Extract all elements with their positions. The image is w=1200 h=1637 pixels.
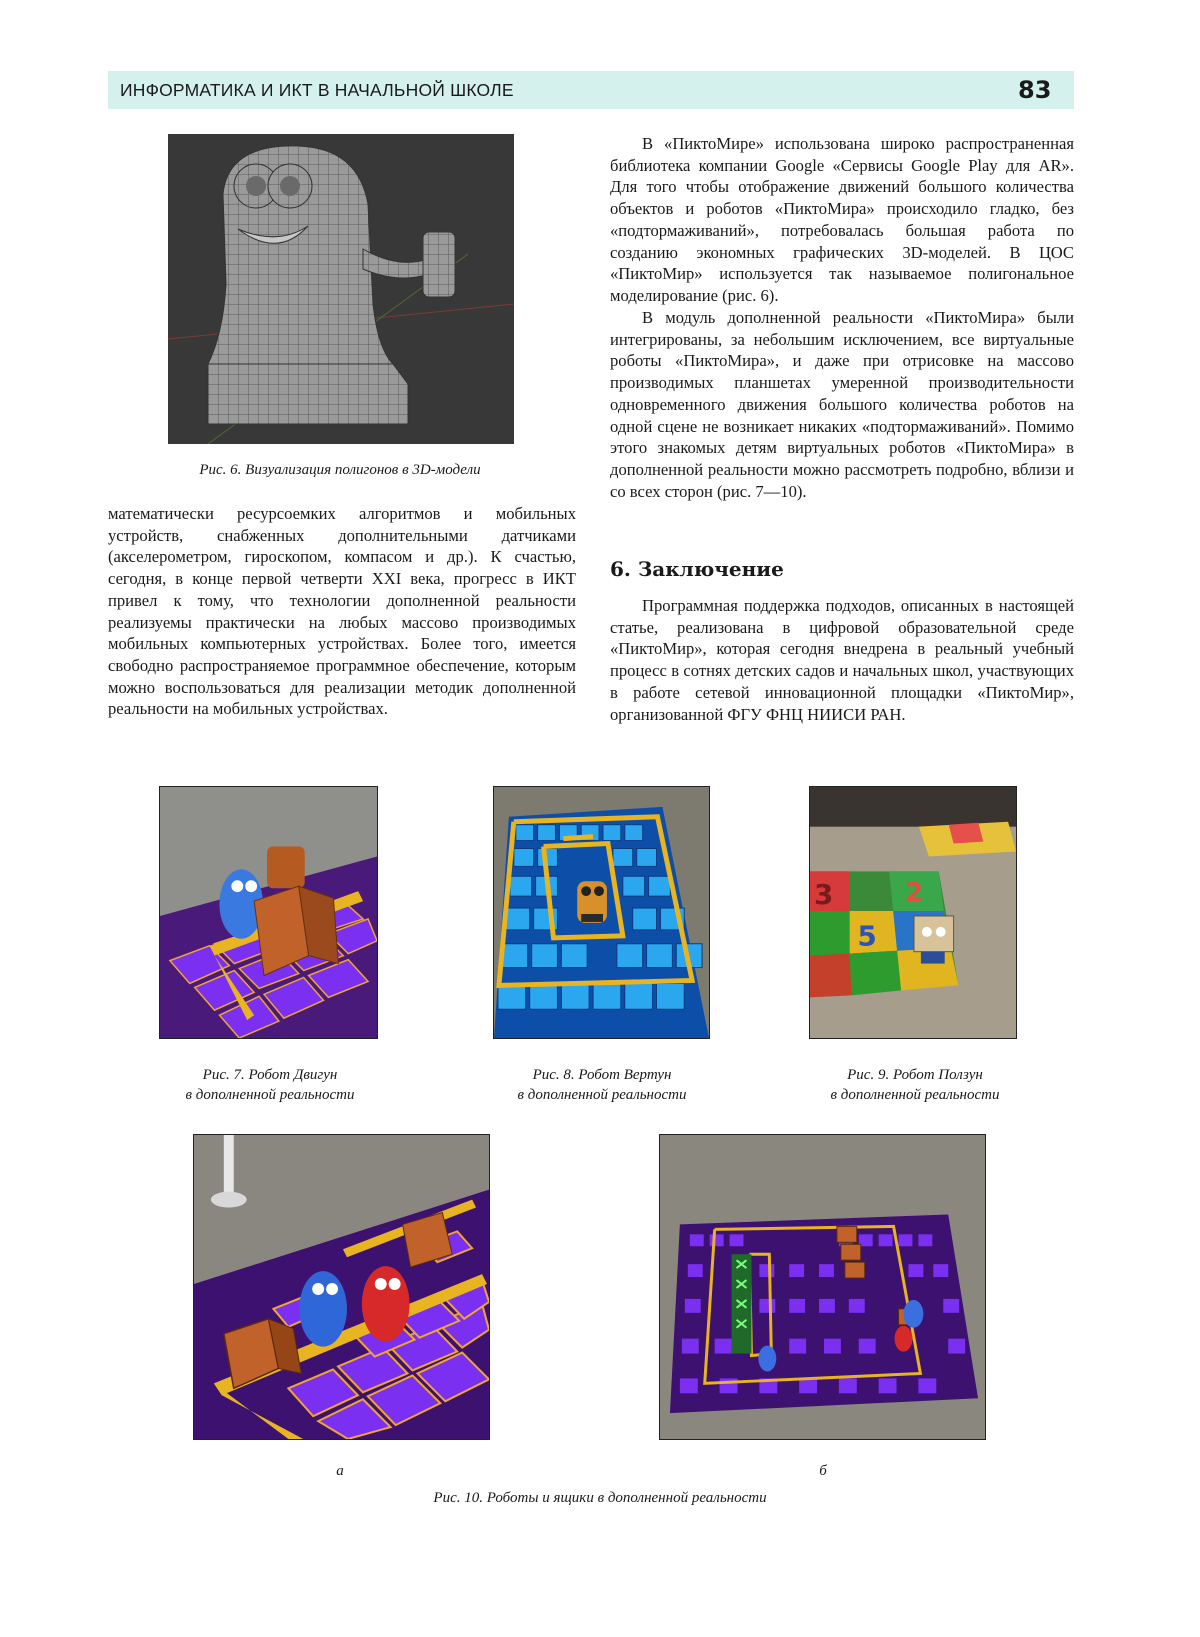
mat-number-3: 3 xyxy=(814,878,833,911)
right-paragraph-2: В модуль дополненной реальности «ПиктоМира» были интегрированы, за небольшим исключением, все виртуальные роботы «ПиктоМира», и даже при отрисовке на массово производимых планшетах умеренной производительности одновременного движения большого количества роботов на одной сцене не возникает никаких «подтормаживаний». Помимо этого знакомых детям виртуальных роботов «ПиктоМира» в дополненной реальности можно рассмотреть подробно, вблизи и со всех сторон (рис. 7—10). xyxy=(610,307,1074,502)
figure-8-caption-line1: Рис. 8. Робот Вертун xyxy=(472,1065,732,1085)
mat-number-2: 2 xyxy=(905,878,923,908)
page-number: 83 xyxy=(1018,76,1051,104)
figure-8-caption-line2: в дополненной реальности xyxy=(472,1085,732,1105)
robot-polzun-scene xyxy=(810,787,1016,1038)
journal-title: ИНФОРМАТИКА И ИКТ В НАЧАЛЬНОЙ ШКОЛЕ xyxy=(120,80,514,101)
figure-9-caption-line1: Рис. 9. Робот Ползун xyxy=(790,1065,1040,1085)
figure-6-caption: Рис. 6. Визуализация полигонов в 3D-модели xyxy=(120,460,560,480)
robot-vertun-scene xyxy=(494,787,709,1038)
figure-6-image xyxy=(168,134,514,444)
figure-9-caption-line2: в дополненной реальности xyxy=(790,1085,1040,1105)
left-column-paragraph: математически ресурсоемких алгоритмов и мобильных устройств, снабженных дополнительными датчиками (акселерометром, гироскопом, компасом и др.). К счастью, сегодня, в конце первой четверти XXI века, прогресс в ИКТ привел к тому, что технологии дополненной реальности реализуемы практически на любых массово производимых мобильных компьютерных устройствах. Более того, имеется свободно распространяемое программное обеспечение, которым можно воспользоваться для реализации методик дополненной реальности на мобильных устройствах. xyxy=(108,503,576,720)
section-heading: 6. Заключение xyxy=(610,557,784,581)
figure-10-caption: Рис. 10. Роботы и ящики в дополненной реальности xyxy=(300,1488,900,1508)
robots-and-crates-scene-b xyxy=(660,1135,985,1439)
figure-7-image xyxy=(159,786,378,1039)
figure-10b-label: б xyxy=(808,1461,838,1481)
robots-and-crates-scene-a xyxy=(194,1135,489,1439)
robot-dvigun-scene xyxy=(160,787,377,1038)
polygon-model-render xyxy=(168,134,514,444)
figure-8-image xyxy=(493,786,710,1039)
mat-number-5: 5 xyxy=(858,920,877,953)
figure-10a-image xyxy=(193,1134,490,1440)
figure-10a-label: а xyxy=(325,1461,355,1481)
right-paragraph-1: В «ПиктоМире» использована широко распространенная библиотека компании Google «Сервисы Google Play для AR». Для того чтобы отображение движений большого количества объектов и роботов «ПиктоМира» происходило гладко, без «подтормаживаний», потребовалась большая работа по созданию экономных графических 3D-моделей. В ЦОС «ПиктоМир» используется так называемое полигональное моделирование (рис. 6). xyxy=(610,133,1074,307)
figure-9-image xyxy=(809,786,1017,1039)
right-paragraph-3: Программная поддержка подходов, описанных в настоящей статье, реализована в цифровой образовательной среде «ПиктоМир», которая сегодня внедрена в реальный учебный процесс в сотнях детских садов и начальных школ, участвующих в работе сетевой инновационной площадки «ПиктоМир», организованной ФГУ ФНЦ НИИСИ РАН. xyxy=(610,595,1074,725)
figure-10b-image xyxy=(659,1134,986,1440)
figure-7-caption-line2: в дополненной реальности xyxy=(150,1085,390,1105)
figure-7-caption-line1: Рис. 7. Робот Двигун xyxy=(150,1065,390,1085)
